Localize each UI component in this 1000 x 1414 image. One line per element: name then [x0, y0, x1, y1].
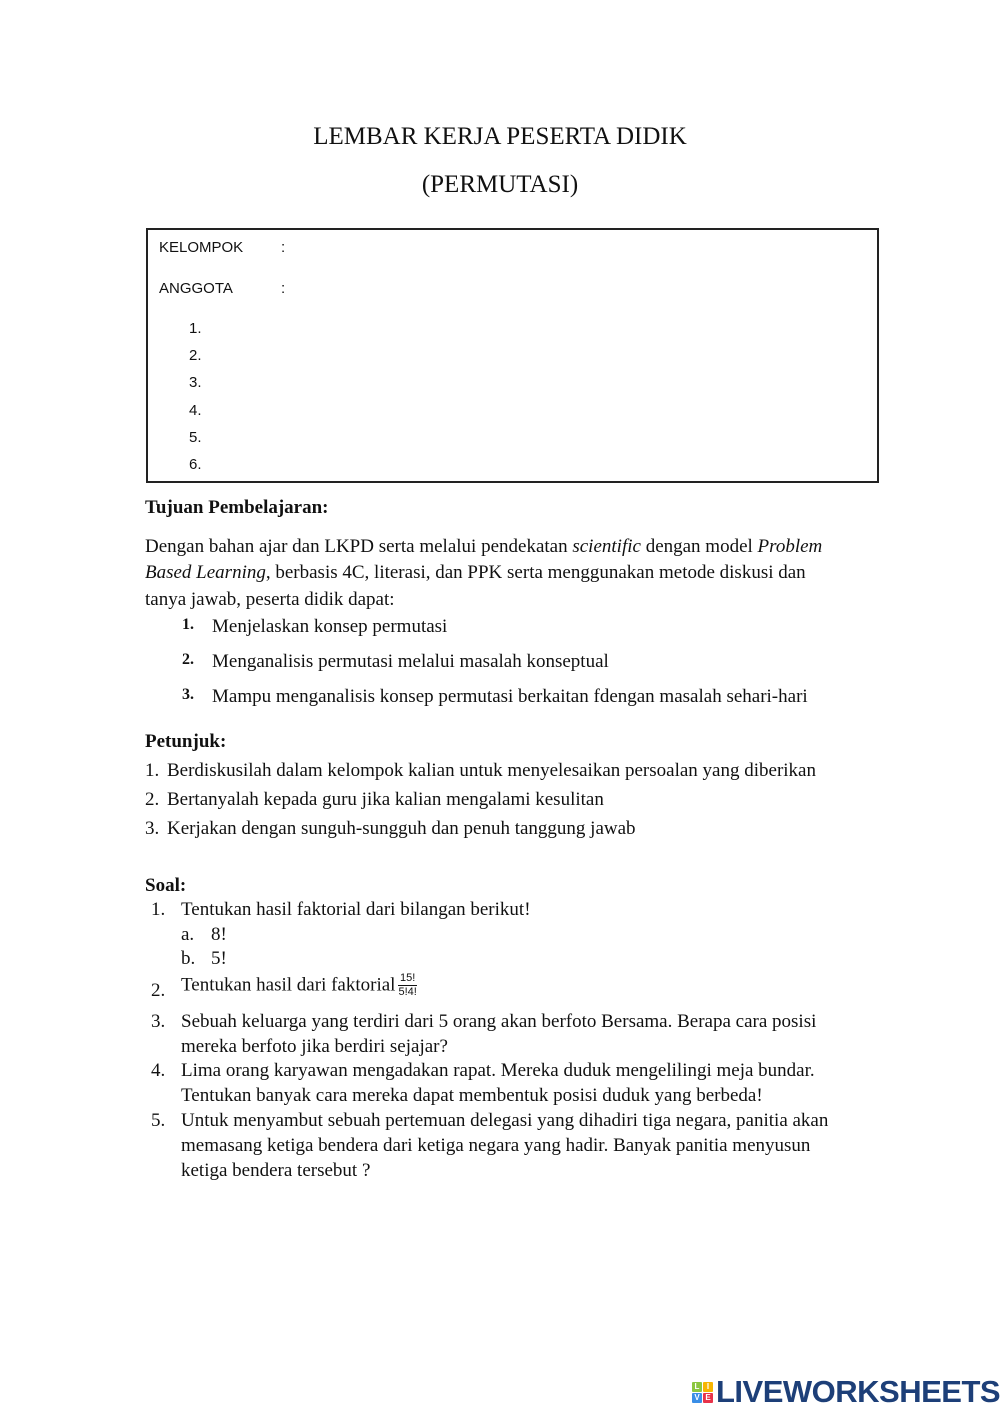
liveworksheets-logo [692, 1374, 1000, 1410]
soal-text: Tentukan hasil dari faktorial $\frac{15!}{5!4!}$ [181, 972, 417, 998]
member-number: 2. [189, 347, 202, 364]
member-number: 6. [189, 456, 202, 473]
page-subtitle: (PERMUTASI) [421, 171, 579, 198]
petunjuk-item-number: 1. [145, 760, 160, 781]
member-number: 5. [189, 429, 202, 446]
soal-number: 2. [151, 980, 166, 1001]
tujuan-item-number: 3. [182, 686, 194, 703]
logo-text: LIVEWORKSHEETS [716, 1374, 1000, 1409]
member-number: 4. [189, 402, 202, 419]
sub-item-text: 5! [211, 948, 227, 969]
soal-number: 4. [151, 1060, 166, 1081]
petunjuk-item-number: 2. [145, 789, 160, 810]
sub-item-text: 8! [211, 924, 227, 945]
soal-text: memasang ketiga bendera dari ketiga negara yang hadir. Banyak panitia menyusun [181, 1135, 811, 1156]
fraction: $\frac{15!}{5!4!}$ [398, 972, 417, 998]
identity-box [146, 228, 879, 483]
petunjuk-item: Berdiskusilah dalam kelompok kalian untuk menyelesaikan persoalan yang diberikan [167, 760, 816, 781]
soal-text: ketiga bendera tersebut ? [181, 1160, 371, 1181]
sub-item-letter: a. [181, 924, 195, 945]
soal-number: 3. [151, 1011, 166, 1032]
soal-text: Tentukan banyak cara mereka dapat membentuk posisi duduk yang berbeda! [181, 1085, 763, 1106]
tujuan-heading: Tujuan Pembelajaran: [145, 497, 329, 518]
tujuan-item: Menjelaskan konsep permutasi [212, 616, 448, 637]
sub-item-letter: b. [181, 948, 196, 969]
tujuan-item: Menganalisis permutasi melalui masalah konseptual [212, 651, 609, 672]
member-number: 1. [189, 320, 202, 337]
petunjuk-heading: Petunjuk: [145, 731, 227, 752]
soal-text: Tentukan hasil faktorial dari bilangan berikut! [181, 899, 531, 920]
kelompok-label: KELOMPOK [159, 239, 244, 256]
tujuan-paragraph-line: Dengan bahan ajar dan LKPD serta melalui pendekatan scientific dengan model Problem [145, 536, 823, 557]
anggota-colon: : [281, 280, 286, 297]
tujuan-paragraph-line: Based Learning, berbasis 4C, literasi, dan PPK serta menggunakan metode diskusi dan [145, 562, 806, 583]
soal-number: 5. [151, 1110, 166, 1131]
member-number: 3. [189, 374, 202, 391]
logo-tiles-icon: L I V E [692, 1382, 713, 1403]
soal-heading: Soal: [145, 875, 187, 896]
soal-text: mereka berfoto jika berdiri sejajar? [181, 1036, 448, 1057]
soal-text: Sebuah keluarga yang terdiri dari 5 orang akan berfoto Bersama. Berapa cara posisi [181, 1011, 817, 1032]
tujuan-item-number: 2. [182, 651, 194, 668]
petunjuk-item-number: 3. [145, 818, 160, 839]
anggota-label: ANGGOTA [159, 280, 233, 297]
tujuan-item: Mampu menganalisis konsep permutasi berkaitan fdengan masalah sehari-hari [212, 686, 808, 707]
soal-number: 1. [151, 899, 166, 920]
kelompok-colon: : [281, 239, 286, 256]
petunjuk-item: Bertanyalah kepada guru jika kalian mengalami kesulitan [167, 789, 604, 810]
tujuan-item-number: 1. [182, 616, 194, 633]
page-title: LEMBAR KERJA PESERTA DIDIK [313, 123, 687, 150]
soal-text: Lima orang karyawan mengadakan rapat. Mereka duduk mengelilingi meja bundar. [181, 1060, 815, 1081]
tujuan-paragraph-line: tanya jawab, peserta didik dapat: [145, 589, 395, 610]
soal-text: Untuk menyambut sebuah pertemuan delegasi yang dihadiri tiga negara, panitia akan [181, 1110, 829, 1131]
petunjuk-item: Kerjakan dengan sunguh-sungguh dan penuh tanggung jawab [167, 818, 636, 839]
